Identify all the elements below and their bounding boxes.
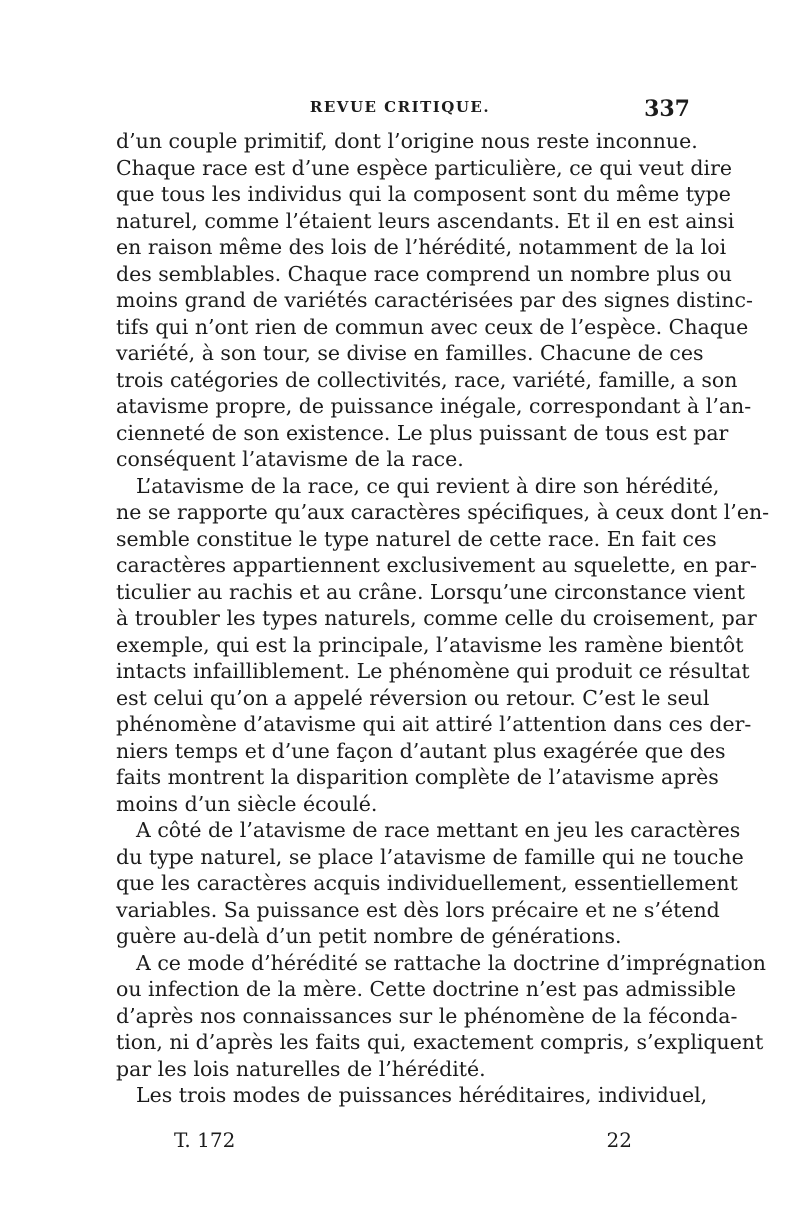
sheet-number: 22 [606, 1128, 632, 1152]
printer-signature: T. 172 [174, 1128, 236, 1152]
paragraph [116, 817, 744, 950]
paragraph [116, 473, 770, 818]
text-line: intacts infailliblement. Le phénomène qui produit ce résultat [116, 659, 750, 683]
text-line: variété, à son tour, se divise en familles. Chacune de ces [116, 341, 704, 365]
text-line: des semblables. Chaque race comprend un nombre plus ou [116, 261, 732, 286]
body-text [116, 128, 770, 1109]
text-line: d’un couple primitif, dont l’origine nous reste inconnue. [116, 129, 698, 153]
page-footer [116, 1128, 696, 1158]
text-line: en raison même des lois de l’hérédité, notamment de la loi [116, 235, 727, 259]
text-line: moins d’un siècle écoulé. [116, 791, 378, 816]
text-line: ou infection de la mère. Cette doctrine n’est pas admissible [116, 977, 737, 1001]
text-line: tion, ni d’après les faits qui, exactement compris, s’expliquent [116, 1030, 764, 1054]
text-line: guère au-delà d’un petit nombre de générations. [116, 924, 622, 948]
text-line: que les caractères acquis individuellement, essentiellement [116, 871, 738, 895]
text-line: du type naturel, se place l’atavisme de famille qui ne touche [116, 844, 744, 869]
text-line: trois catégories de collectivités, race, variété, famille, a son [116, 367, 738, 392]
text-line: Chaque race est d’une espèce particulière, ce qui veut dire [116, 155, 733, 180]
text-line: moins grand de variétés caractérisées par des signes distinc- [116, 288, 753, 312]
text-line: cienneté de son existence. Le plus puissant de tous est par [116, 420, 729, 445]
text-line: que tous les individus qui la composent sont du même type [116, 182, 731, 206]
text-line: niers temps et d’une façon d’autant plus exagérée que des [116, 738, 726, 763]
text-line: L’atavisme de la race, ce qui revient à dire son hérédité, [136, 473, 720, 498]
text-line: naturel, comme l’étaient leurs ascendants. Et il en est ainsi [116, 208, 735, 233]
paragraph [116, 950, 766, 1083]
text-line: conséquent l’atavisme de la race. [116, 447, 464, 471]
paragraph [116, 128, 753, 473]
running-title: REVUE CRITIQUE. [309, 98, 491, 116]
paragraph [116, 1082, 708, 1109]
page-header [110, 96, 690, 126]
text-line: tifs qui n’ont rien de commun avec ceux de l’espèce. Chaque [116, 314, 749, 339]
text-line: est celui qu’on a appelé réversion ou retour. C’est le seul [116, 685, 710, 710]
page-number: 337 [644, 96, 690, 122]
text-line: d’après nos connaissances sur le phénomène de la féconda- [116, 1003, 738, 1028]
text-line: A côté de l’atavisme de race mettant en jeu les caractères [136, 818, 741, 842]
text-line: phénomène d’atavisme qui ait attiré l’attention dans ces der- [116, 712, 752, 736]
text-line: A ce mode d’hérédité se rattache la doctrine d’imprégnation [136, 950, 766, 975]
text-line: par les lois naturelles de l’hérédité. [116, 1056, 486, 1081]
text-line: ticulier au rachis et au crâne. Lorsqu’une circonstance vient [116, 579, 746, 604]
text-line: faits montrent la disparition complète de l’atavisme après [116, 765, 719, 789]
text-line: variables. Sa puissance est dès lors précaire et ne s’étend [116, 897, 720, 922]
text-line: atavisme propre, de puissance inégale, correspondant à l’an- [116, 394, 752, 418]
text-line: exemple, qui est la principale, l’atavisme les ramène bientôt [116, 632, 744, 657]
text-line: ne se rapporte qu’aux caractères spécifiques, à ceux dont l’en- [116, 500, 770, 524]
text-line: Les trois modes de puissances héréditaires, individuel, [136, 1083, 708, 1107]
text-line: caractères appartiennent exclusivement au squelette, en par- [116, 553, 757, 577]
text-line: à troubler les types naturels, comme celle du croisement, par [116, 606, 757, 630]
text-line: semble constitue le type naturel de cette race. En fait ces [116, 526, 717, 551]
